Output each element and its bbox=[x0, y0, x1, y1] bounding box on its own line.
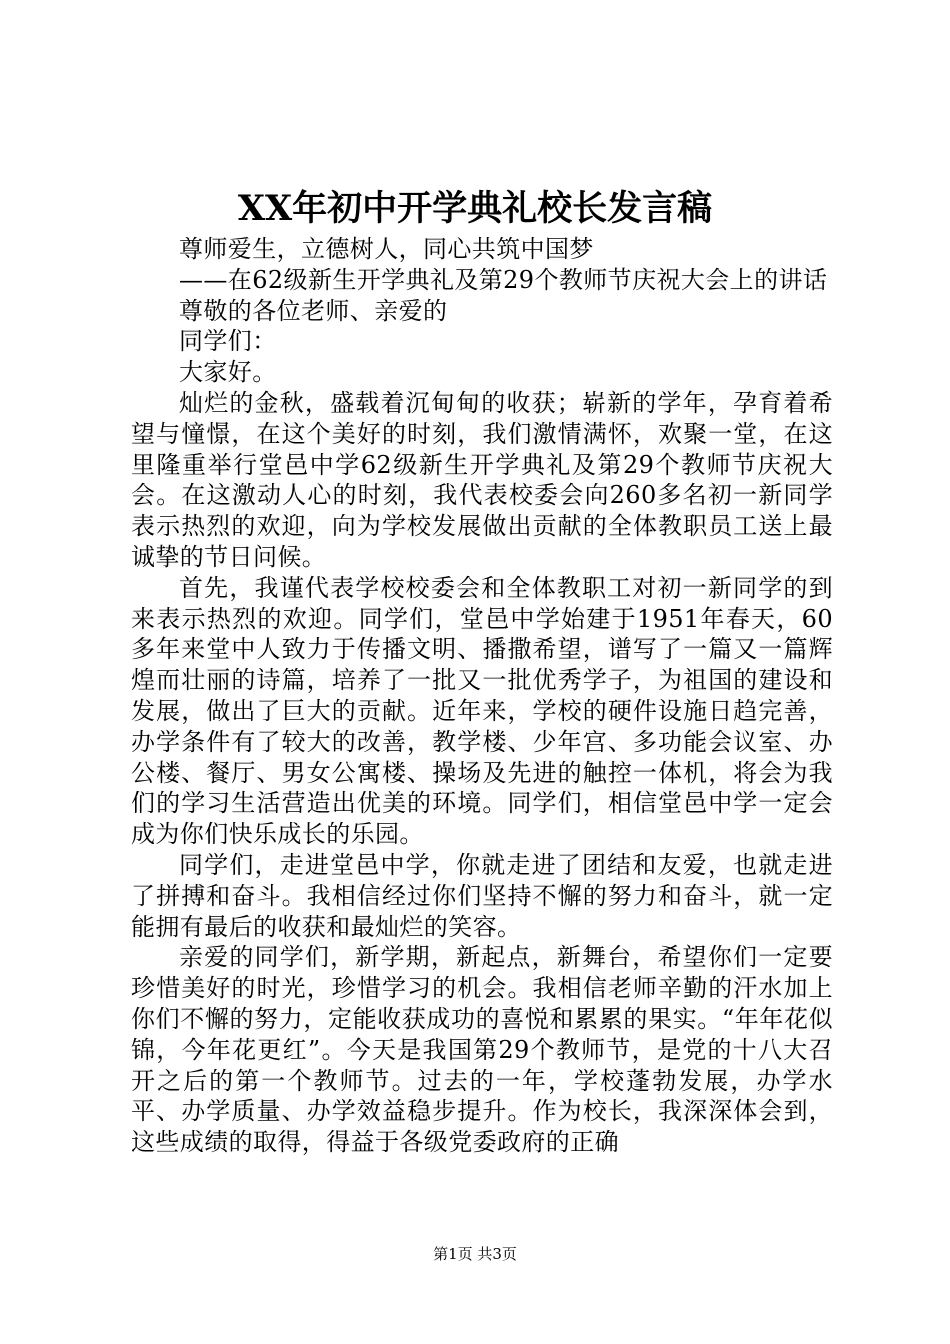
document-body bbox=[131, 234, 833, 1158]
document-title: XX年初中开学典礼校长发言稿 bbox=[237, 188, 713, 229]
paragraph-body: 灿烂的金秋，盛载着沉甸甸的收获；崭新的学年，孕育着希望与憧憬，在这个美好的时刻，我们激情满怀，欢聚一堂，在这里隆重举行堂邑中学62级新生开学典礼及第29个教师节庆祝大会。在这激动人心的时刻，我代表校委会向260多名初一新同学表示热烈的欢迎，向为学校发展做出贡献的全体教职员工送上最诚挚的节日问候。 bbox=[131, 388, 833, 571]
paragraph-subtitle: 尊师爱生，立德树人，同心共筑中国梦 bbox=[179, 235, 594, 263]
paragraph-salutation: 尊敬的各位老师、亲爱的 bbox=[179, 296, 448, 325]
paragraph-body: 首先，我谨代表学校校委会和全体教职工对初一新同学的到来表示热烈的欢迎。同学们，堂邑中学始建于1951年春天，60多年来堂中人致力于传播文明、播撒希望，谱写了一篇又一篇辉煌而壮丽的诗篇，培养了一批又一批优秀学子，为祖国的建设和发展，做出了巨大的贡献。近年来，学校的硬件设施日趋完善，办学条件有了较大的改善，教学楼、少年宫、多功能会议室、办公楼、餐厅、男女公寓楼、操场及先进的触控一体机，将会为我们的学习生活营造出优美的环境。同学们，相信堂邑中学一定会成为你们快乐成长的乐园。 bbox=[131, 573, 833, 849]
paragraph-speech-occasion: ——在62级新生开学典礼及第29个教师节庆祝大会上的讲话 bbox=[179, 265, 828, 294]
paragraph-body: 同学们，走进堂邑中学，你就走进了团结和友爱，也就走进了拼搏和奋斗。我相信经过你们坚持不懈的努力和奋斗，就一定能拥有最后的收获和最灿烂的笑容。 bbox=[131, 850, 833, 941]
page-number-footer: 第1页 共3页 bbox=[433, 1245, 517, 1263]
paragraph-salutation-students: 同学们： bbox=[179, 327, 277, 356]
paragraph-body: 亲爱的同学们，新学期，新起点，新舞台，希望你们一定要珍惜美好的时光，珍惜学习的机会。我相信老师辛勤的汗水加上你们不懈的努力，定能收获成功的喜悦和累累的果实。“年年花似锦，今年花更红”。今天是我国第29个教师节，是党的十八大召开之后的第一个教师节。过去的一年，学校蓬勃发展，办学水平、办学质量、办学效益稳步提升。作为校长，我深深体会到，这些成绩的取得，得益于各级党委政府的正确 bbox=[131, 943, 833, 1157]
paragraph-greeting: 大家好。 bbox=[179, 358, 277, 387]
